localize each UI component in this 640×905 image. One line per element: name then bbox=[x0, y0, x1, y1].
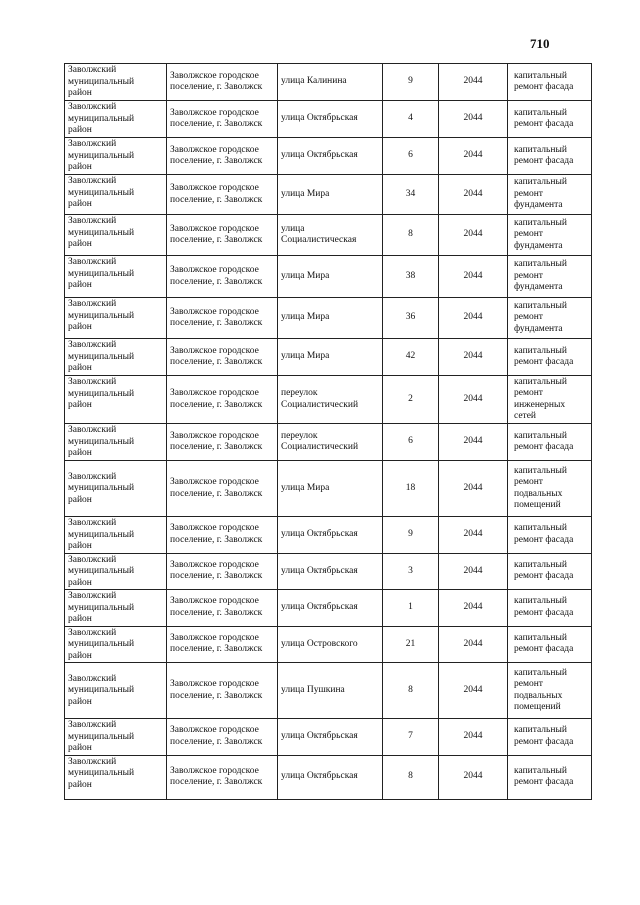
street-cell: улица Мира bbox=[278, 175, 383, 215]
house-number-cell: 18 bbox=[383, 461, 439, 517]
year-cell: 2044 bbox=[439, 339, 508, 376]
street-cell: улица Мира bbox=[278, 256, 383, 298]
work-type-cell: капитальный ремонт фасада bbox=[508, 755, 592, 799]
table-row bbox=[65, 719, 592, 756]
house-number-cell: 6 bbox=[383, 138, 439, 175]
street-cell: улица Октябрьская bbox=[278, 101, 383, 138]
street-cell: улица Октябрьская bbox=[278, 590, 383, 627]
house-number-cell: 42 bbox=[383, 339, 439, 376]
house-number-cell: 8 bbox=[383, 755, 439, 799]
district-cell: Заволжский муниципальный район bbox=[65, 376, 167, 424]
table-row bbox=[65, 376, 592, 424]
district-cell: Заволжский муниципальный район bbox=[65, 424, 167, 461]
work-type-cell: капитальный ремонт фасада bbox=[508, 626, 592, 663]
house-number-cell: 3 bbox=[383, 553, 439, 590]
table-row bbox=[65, 256, 592, 298]
street-cell: улица Октябрьская bbox=[278, 553, 383, 590]
year-cell: 2044 bbox=[439, 424, 508, 461]
year-cell: 2044 bbox=[439, 175, 508, 215]
settlement-cell: Заволжское городское поселение, г. Заволжск bbox=[167, 719, 278, 756]
table-row bbox=[65, 298, 592, 339]
table-row bbox=[65, 64, 592, 101]
year-cell: 2044 bbox=[439, 256, 508, 298]
settlement-cell: Заволжское городское поселение, г. Заволжск bbox=[167, 175, 278, 215]
table-row bbox=[65, 663, 592, 719]
house-number-cell: 9 bbox=[383, 64, 439, 101]
district-cell: Заволжский муниципальный район bbox=[65, 755, 167, 799]
table-row bbox=[65, 101, 592, 138]
year-cell: 2044 bbox=[439, 298, 508, 339]
house-number-cell: 8 bbox=[383, 215, 439, 256]
work-type-cell: капитальный ремонт подвальных помещений bbox=[508, 663, 592, 719]
work-type-cell: капитальный ремонт фасада bbox=[508, 590, 592, 627]
settlement-cell: Заволжское городское поселение, г. Заволжск bbox=[167, 626, 278, 663]
district-cell: Заволжский муниципальный район bbox=[65, 461, 167, 517]
work-type-cell: капитальный ремонт фасада bbox=[508, 64, 592, 101]
house-number-cell: 6 bbox=[383, 424, 439, 461]
year-cell: 2044 bbox=[439, 376, 508, 424]
work-type-cell: капитальный ремонт фундамента bbox=[508, 298, 592, 339]
district-cell: Заволжский муниципальный район bbox=[65, 64, 167, 101]
district-cell: Заволжский муниципальный район bbox=[65, 101, 167, 138]
work-type-cell: капитальный ремонт подвальных помещений bbox=[508, 461, 592, 517]
page-number: 710 bbox=[530, 36, 550, 51]
settlement-cell: Заволжское городское поселение, г. Заволжск bbox=[167, 461, 278, 517]
street-cell: улица Октябрьская bbox=[278, 719, 383, 756]
work-type-cell: капитальный ремонт фундамента bbox=[508, 215, 592, 256]
work-type-cell: капитальный ремонт фундамента bbox=[508, 175, 592, 215]
settlement-cell: Заволжское городское поселение, г. Заволжск bbox=[167, 517, 278, 554]
house-number-cell: 4 bbox=[383, 101, 439, 138]
settlement-cell: Заволжское городское поселение, г. Заволжск bbox=[167, 424, 278, 461]
settlement-cell: Заволжское городское поселение, г. Заволжск bbox=[167, 215, 278, 256]
street-cell: улица Калинина bbox=[278, 64, 383, 101]
street-cell: улица Октябрьская bbox=[278, 138, 383, 175]
settlement-cell: Заволжское городское поселение, г. Заволжск bbox=[167, 339, 278, 376]
work-type-cell: капитальный ремонт фасада bbox=[508, 553, 592, 590]
settlement-cell: Заволжское городское поселение, г. Заволжск bbox=[167, 64, 278, 101]
district-cell: Заволжский муниципальный район bbox=[65, 138, 167, 175]
district-cell: Заволжский муниципальный район bbox=[65, 663, 167, 719]
settlement-cell: Заволжское городское поселение, г. Заволжск bbox=[167, 376, 278, 424]
house-number-cell: 8 bbox=[383, 663, 439, 719]
street-cell: улица Социалистическая bbox=[278, 215, 383, 256]
house-number-cell: 21 bbox=[383, 626, 439, 663]
year-cell: 2044 bbox=[439, 626, 508, 663]
year-cell: 2044 bbox=[439, 138, 508, 175]
district-cell: Заволжский муниципальный район bbox=[65, 215, 167, 256]
street-cell: улица Октябрьская bbox=[278, 755, 383, 799]
district-cell: Заволжский муниципальный район bbox=[65, 719, 167, 756]
street-cell: переулок Социалистический bbox=[278, 424, 383, 461]
house-number-cell: 9 bbox=[383, 517, 439, 554]
year-cell: 2044 bbox=[439, 461, 508, 517]
settlement-cell: Заволжское городское поселение, г. Заволжск bbox=[167, 663, 278, 719]
settlement-cell: Заволжское городское поселение, г. Заволжск bbox=[167, 101, 278, 138]
work-type-cell: капитальный ремонт фасада bbox=[508, 339, 592, 376]
settlement-cell: Заволжское городское поселение, г. Заволжск bbox=[167, 590, 278, 627]
district-cell: Заволжский муниципальный район bbox=[65, 339, 167, 376]
year-cell: 2044 bbox=[439, 590, 508, 627]
house-number-cell: 2 bbox=[383, 376, 439, 424]
street-cell: улица Мира bbox=[278, 298, 383, 339]
house-number-cell: 38 bbox=[383, 256, 439, 298]
work-type-cell: капитальный ремонт инженерных сетей bbox=[508, 376, 592, 424]
street-cell: улица Октябрьская bbox=[278, 517, 383, 554]
work-type-cell: капитальный ремонт фасада bbox=[508, 719, 592, 756]
year-cell: 2044 bbox=[439, 64, 508, 101]
year-cell: 2044 bbox=[439, 215, 508, 256]
table-row bbox=[65, 424, 592, 461]
work-type-cell: капитальный ремонт фасада bbox=[508, 517, 592, 554]
settlement-cell: Заволжское городское поселение, г. Заволжск bbox=[167, 256, 278, 298]
house-number-cell: 7 bbox=[383, 719, 439, 756]
table-row bbox=[65, 138, 592, 175]
street-cell: улица Пушкина bbox=[278, 663, 383, 719]
district-cell: Заволжский муниципальный район bbox=[65, 175, 167, 215]
house-number-cell: 1 bbox=[383, 590, 439, 627]
table-row bbox=[65, 590, 592, 627]
table-row bbox=[65, 755, 592, 799]
street-cell: улица Мира bbox=[278, 461, 383, 517]
year-cell: 2044 bbox=[439, 663, 508, 719]
table-row bbox=[65, 175, 592, 215]
table-row bbox=[65, 553, 592, 590]
district-cell: Заволжский муниципальный район bbox=[65, 517, 167, 554]
work-type-cell: капитальный ремонт фасада bbox=[508, 138, 592, 175]
year-cell: 2044 bbox=[439, 553, 508, 590]
year-cell: 2044 bbox=[439, 101, 508, 138]
table-row bbox=[65, 339, 592, 376]
work-type-cell: капитальный ремонт фасада bbox=[508, 424, 592, 461]
street-cell: улица Островского bbox=[278, 626, 383, 663]
street-cell: улица Мира bbox=[278, 339, 383, 376]
settlement-cell: Заволжское городское поселение, г. Заволжск bbox=[167, 138, 278, 175]
work-type-cell: капитальный ремонт фасада bbox=[508, 101, 592, 138]
work-type-cell: капитальный ремонт фундамента bbox=[508, 256, 592, 298]
year-cell: 2044 bbox=[439, 719, 508, 756]
house-number-cell: 34 bbox=[383, 175, 439, 215]
street-cell: переулок Социалистический bbox=[278, 376, 383, 424]
table-row bbox=[65, 215, 592, 256]
repair-schedule-table bbox=[64, 63, 592, 800]
settlement-cell: Заволжское городское поселение, г. Заволжск bbox=[167, 755, 278, 799]
table-row bbox=[65, 461, 592, 517]
table-row bbox=[65, 626, 592, 663]
district-cell: Заволжский муниципальный район bbox=[65, 553, 167, 590]
table-row bbox=[65, 517, 592, 554]
district-cell: Заволжский муниципальный район bbox=[65, 626, 167, 663]
settlement-cell: Заволжское городское поселение, г. Заволжск bbox=[167, 298, 278, 339]
district-cell: Заволжский муниципальный район bbox=[65, 298, 167, 339]
year-cell: 2044 bbox=[439, 755, 508, 799]
district-cell: Заволжский муниципальный район bbox=[65, 256, 167, 298]
settlement-cell: Заволжское городское поселение, г. Заволжск bbox=[167, 553, 278, 590]
district-cell: Заволжский муниципальный район bbox=[65, 590, 167, 627]
house-number-cell: 36 bbox=[383, 298, 439, 339]
year-cell: 2044 bbox=[439, 517, 508, 554]
